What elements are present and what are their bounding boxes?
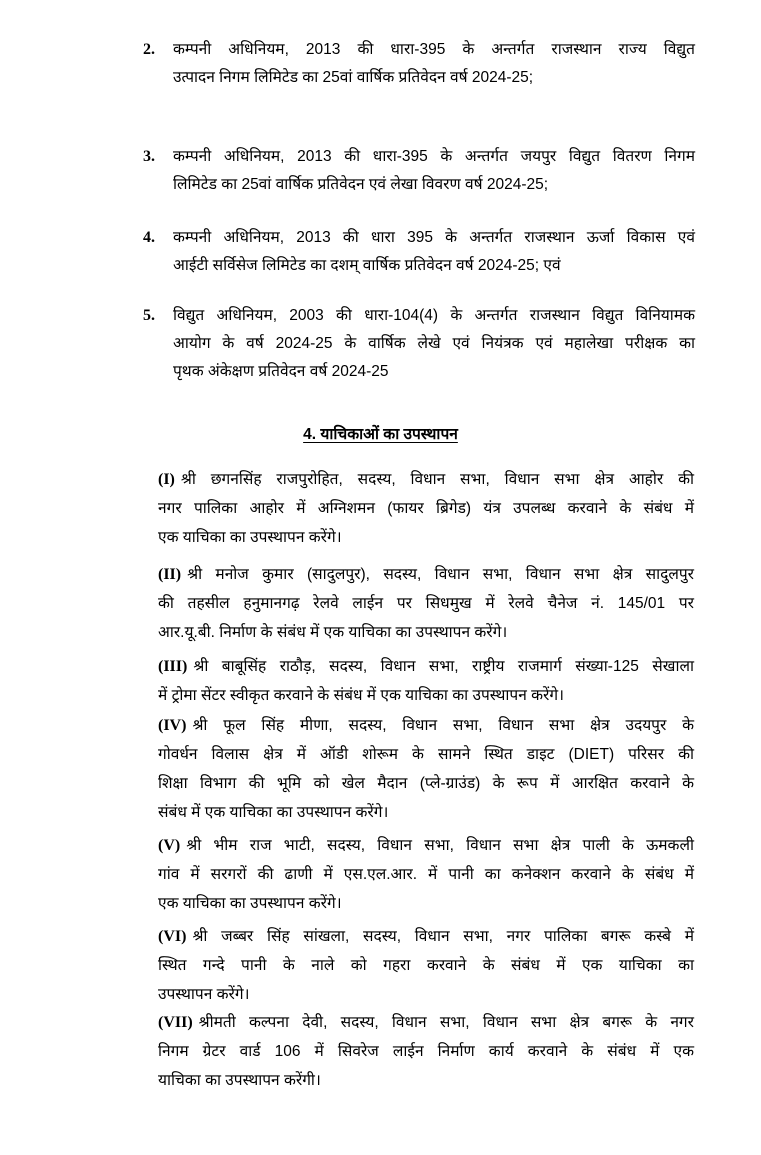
petition-line: गांव में सरगरों की ढाणी में एस.एल.आर. में पानी का कनेक्शन करवाने के संबंध में: [158, 866, 694, 883]
petition-item: [158, 560, 694, 647]
numbered-item-3: [143, 143, 695, 199]
item-line: कम्पनी अधिनियम, 2013 की धारा-395 के अन्तर्गत जयपुर विद्युत वितरण निगम: [173, 148, 695, 165]
petition-number: (V): [158, 837, 181, 854]
petition-line: श्री जब्बर सिंह सांखला, सदस्य, विधान सभा, नगर पालिका बगरू कस्बे में: [192, 928, 694, 945]
item-line: आईटी सर्विसेज लिमिटेड का दशम् वार्षिक प्रतिवेदन वर्ष 2024-25; एवं: [173, 257, 561, 274]
petition-line: एक याचिका का उपस्थापन करेंगे।: [158, 529, 342, 546]
item-line: कम्पनी अधिनियम, 2013 की धारा 395 के अन्तर्गत राजस्थान ऊर्जा विकास एवं: [173, 229, 695, 246]
petition-line: नगर पालिका आहोर में अग्निशमन (फायर ब्रिगेड) यंत्र उपलब्ध करवाने के संबंध में: [158, 500, 694, 517]
petition-number: (IV): [158, 717, 187, 734]
petition-line: श्री मनोज कुमार (सादुलपुर), सदस्य, विधान सभा, विधान सभा क्षेत्र सादुलपुर: [187, 566, 694, 583]
item-line: पृथक अंकेक्षण प्रतिवेदन वर्ष 2024-25: [173, 363, 389, 380]
numbered-item-4: [143, 224, 695, 280]
petition-number: (VII): [158, 1014, 193, 1031]
petition-item: [158, 465, 694, 552]
petition-number: (II): [158, 566, 182, 583]
petition-item: [158, 711, 694, 827]
petition-line: संबंध में एक याचिका का उपस्थापन करेंगे।: [158, 804, 389, 821]
petition-number: (I): [158, 471, 175, 488]
section-heading: [0, 422, 761, 444]
petition-line: स्थित गन्दे पानी के नाले को गहरा करवाने के संबंध में एक याचिका का: [158, 957, 694, 974]
item-number: 4.: [143, 229, 155, 246]
numbered-item-2: [143, 36, 695, 92]
numbered-item-5: [143, 302, 695, 386]
petition-line: श्री बाबूसिंह राठौड़, सदस्य, विधान सभा, राष्ट्रीय राजमार्ग संख्या-125 सेखाला: [193, 658, 694, 675]
petition-number: (VI): [158, 928, 187, 945]
petition-line: गोवर्धन विलास क्षेत्र में ऑडी शोरूम के सामने स्थित डाइट (DIET) परिसर की: [158, 746, 694, 763]
petition-line: आर.यू.बी. निर्माण के संबंध में एक याचिका का उपस्थापन करेंगे।: [158, 624, 508, 641]
petition-line: एक याचिका का उपस्थापन करेंगे।: [158, 895, 342, 912]
petition-number: (III): [158, 658, 188, 675]
petition-line: याचिका का उपस्थापन करेंगी।: [158, 1072, 321, 1089]
item-line: उत्पादन निगम लिमिटेड का 25वां वार्षिक प्रतिवेदन वर्ष 2024-25;: [173, 69, 534, 86]
petition-line: श्रीमती कल्पना देवी, सदस्य, विधान सभा, विधान सभा क्षेत्र बगरू के नगर: [198, 1014, 694, 1031]
petition-line: उपस्थापन करेंगे।: [158, 986, 250, 1003]
petition-line: श्री फूल सिंह मीणा, सदस्य, विधान सभा, विधान सभा क्षेत्र उदयपुर के: [192, 717, 694, 734]
item-line: कम्पनी अधिनियम, 2013 की धारा-395 के अन्तर्गत राजस्थान राज्य विद्युत: [173, 41, 695, 58]
petition-line: की तहसील हनुमानगढ़ रेलवे लाईन पर सिधमुख में रेलवे चैनेज नं. 145/01 पर: [158, 595, 694, 612]
section-heading-text: 4. याचिकाओं का उपस्थापन: [303, 426, 458, 443]
petition-item: [158, 922, 694, 1009]
petition-line: में ट्रोमा सेंटर स्वीकृत करवाने के संबंध में एक याचिका का उपस्थापन करेंगे।: [158, 687, 564, 704]
petition-line: श्री छगनसिंह राजपुरोहित, सदस्य, विधान सभा, विधान सभा क्षेत्र आहोर की: [180, 471, 694, 488]
item-number: 2.: [143, 41, 155, 58]
petition-item: [158, 831, 694, 918]
petition-item: [158, 1008, 694, 1095]
item-number: 5.: [143, 307, 155, 324]
item-number: 3.: [143, 148, 155, 165]
item-line: लिमिटेड का 25वां वार्षिक प्रतिवेदन एवं लेखा विवरण वर्ष 2024-25;: [173, 176, 549, 193]
petition-line: शिक्षा विभाग की भूमि को खेल मैदान (प्ले-ग्राउंड) के रूप में आरक्षित करवाने के: [158, 775, 694, 792]
item-line: विद्युत अधिनियम, 2003 की धारा-104(4) के अन्तर्गत राजस्थान विद्युत विनियामक: [173, 307, 695, 324]
petition-line: श्री भीम राज भाटी, सदस्य, विधान सभा, विधान सभा क्षेत्र पाली के ऊमकली: [186, 837, 694, 854]
petition-line: निगम ग्रेटर वार्ड 106 में सिवरेज लाईन निर्माण कार्य करवाने के संबंध में एक: [158, 1043, 694, 1060]
item-line: आयोग के वर्ष 2024-25 के वार्षिक लेखे एवं नियंत्रक एवं महालेखा परीक्षक का: [173, 335, 695, 352]
petition-item: [158, 652, 694, 710]
